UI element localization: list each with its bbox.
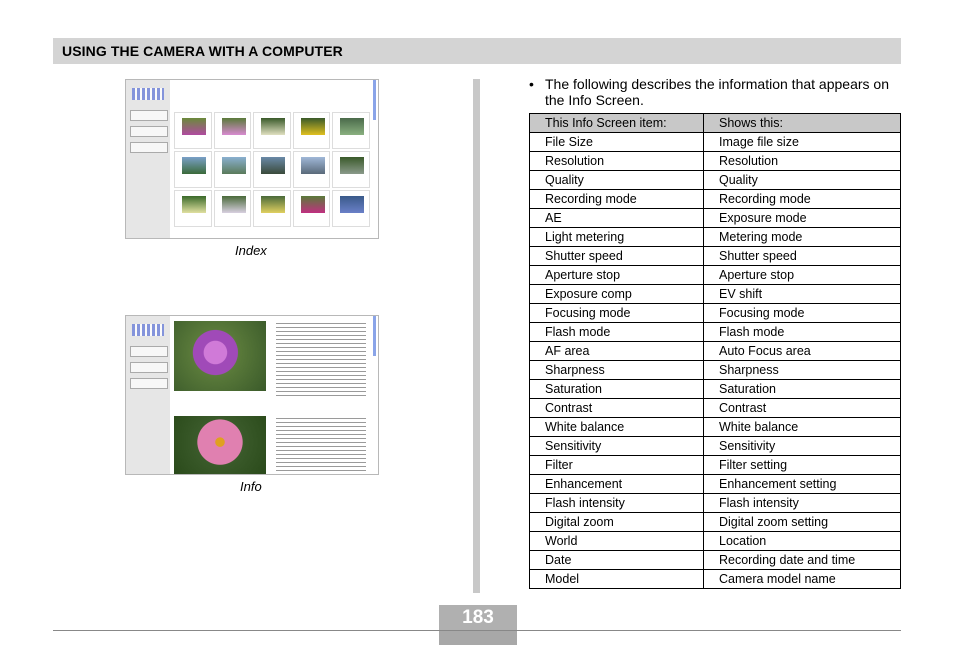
- table-cell-shows: Resolution: [704, 152, 901, 171]
- table-cell-item: Exposure comp: [530, 285, 704, 304]
- section-header: [53, 38, 901, 64]
- table-cell-item: Saturation: [530, 380, 704, 399]
- bullet-marker: •: [529, 76, 534, 92]
- table-row: [530, 228, 901, 247]
- table-cell-shows: Location: [704, 532, 901, 551]
- page-number: 183: [439, 605, 517, 630]
- table-row: [530, 437, 901, 456]
- nav-button-icon: [130, 142, 168, 153]
- table-cell-item: White balance: [530, 418, 704, 437]
- table-cell-shows: Camera model name: [704, 570, 901, 589]
- info-screen-table: [529, 113, 901, 589]
- table-header-row: [530, 114, 901, 133]
- info-text-block: [276, 321, 366, 396]
- table-row: [530, 266, 901, 285]
- thumbnail: [253, 151, 291, 188]
- table-cell-item: World: [530, 532, 704, 551]
- thumbnail: [253, 112, 291, 149]
- table-cell-item: Sensitivity: [530, 437, 704, 456]
- thumbnail: [293, 190, 331, 227]
- table-cell-shows: Flash intensity: [704, 494, 901, 513]
- thumbnail: [332, 151, 370, 188]
- table-cell-shows: Focusing mode: [704, 304, 901, 323]
- table-row: [530, 494, 901, 513]
- table-row: [530, 323, 901, 342]
- table-cell-item: AF area: [530, 342, 704, 361]
- thumbnail: [293, 151, 331, 188]
- table-row: [530, 304, 901, 323]
- info-text-block: [276, 416, 366, 474]
- table-cell-shows: Shutter speed: [704, 247, 901, 266]
- table-row: [530, 171, 901, 190]
- scrollbar-icon: [373, 316, 376, 356]
- table-cell-shows: Metering mode: [704, 228, 901, 247]
- thumbnail: [332, 112, 370, 149]
- nav-button-icon: [130, 126, 168, 137]
- table-row: [530, 513, 901, 532]
- table-row: [530, 475, 901, 494]
- column-divider: [473, 79, 480, 593]
- table-cell-shows: Contrast: [704, 399, 901, 418]
- section-title: USING THE CAMERA WITH A COMPUTER: [62, 43, 343, 59]
- table-cell-item: File Size: [530, 133, 704, 152]
- table-cell-shows: Exposure mode: [704, 209, 901, 228]
- table-cell-item: Flash mode: [530, 323, 704, 342]
- table-cell-item: Contrast: [530, 399, 704, 418]
- thumbnail: [174, 112, 212, 149]
- table-cell-shows: Digital zoom setting: [704, 513, 901, 532]
- shot-side-panel: [126, 316, 170, 474]
- nav-button-icon: [130, 346, 168, 357]
- scrollbar-icon: [373, 80, 376, 120]
- table-row: [530, 551, 901, 570]
- table-cell-shows: Auto Focus area: [704, 342, 901, 361]
- table-row: [530, 152, 901, 171]
- flower-photo-aster: [174, 416, 266, 474]
- table-row: [530, 570, 901, 589]
- thumbnail: [293, 112, 331, 149]
- table-row: [530, 456, 901, 475]
- table-row: [530, 133, 901, 152]
- table-cell-shows: Recording date and time: [704, 551, 901, 570]
- index-screenshot: [125, 79, 379, 239]
- table-row: [530, 380, 901, 399]
- table-cell-shows: Flash mode: [704, 323, 901, 342]
- thumbnail: [174, 190, 212, 227]
- table-cell-shows: Sensitivity: [704, 437, 901, 456]
- nav-button-icon: [130, 362, 168, 373]
- table-header: Shows this:: [704, 114, 901, 133]
- table-cell-shows: White balance: [704, 418, 901, 437]
- table-cell-item: Filter: [530, 456, 704, 475]
- table-cell-shows: EV shift: [704, 285, 901, 304]
- table-cell-item: Aperture stop: [530, 266, 704, 285]
- table-row: [530, 532, 901, 551]
- thumbnail: [332, 190, 370, 227]
- index-caption: Index: [235, 243, 267, 258]
- table-row: [530, 399, 901, 418]
- thumbnail-grid: [174, 112, 370, 227]
- table-cell-shows: Recording mode: [704, 190, 901, 209]
- table-cell-item: Quality: [530, 171, 704, 190]
- table-cell-item: Sharpness: [530, 361, 704, 380]
- nav-button-icon: [130, 378, 168, 389]
- table-row: [530, 361, 901, 380]
- table-cell-item: Resolution: [530, 152, 704, 171]
- info-screenshot: [125, 315, 379, 475]
- bullet-text: The following describes the information that appears on the Info Screen.: [545, 76, 889, 108]
- intro-bullet: [529, 76, 904, 108]
- table-row: [530, 418, 901, 437]
- table-cell-item: Shutter speed: [530, 247, 704, 266]
- table-cell-item: Light metering: [530, 228, 704, 247]
- table-cell-item: Digital zoom: [530, 513, 704, 532]
- table-cell-item: AE: [530, 209, 704, 228]
- table-cell-shows: Quality: [704, 171, 901, 190]
- table-cell-item: Recording mode: [530, 190, 704, 209]
- logo-icon: [132, 88, 164, 100]
- table-row: [530, 342, 901, 361]
- thumbnail: [214, 190, 252, 227]
- table-cell-item: Focusing mode: [530, 304, 704, 323]
- table-cell-shows: Saturation: [704, 380, 901, 399]
- table-row: [530, 247, 901, 266]
- table-row: [530, 209, 901, 228]
- table-cell-item: Date: [530, 551, 704, 570]
- table-cell-shows: Aperture stop: [704, 266, 901, 285]
- table-header: This Info Screen item:: [530, 114, 704, 133]
- table-cell-shows: Sharpness: [704, 361, 901, 380]
- thumbnail: [214, 112, 252, 149]
- table-cell-item: Model: [530, 570, 704, 589]
- shot-side-panel: [126, 80, 170, 238]
- thumbnail: [214, 151, 252, 188]
- table-cell-item: Flash intensity: [530, 494, 704, 513]
- info-caption: Info: [240, 479, 262, 494]
- table-cell-shows: Enhancement setting: [704, 475, 901, 494]
- table-cell-shows: Filter setting: [704, 456, 901, 475]
- thumbnail: [253, 190, 291, 227]
- table-cell-item: Enhancement: [530, 475, 704, 494]
- nav-button-icon: [130, 110, 168, 121]
- logo-icon: [132, 324, 164, 336]
- footer-rule: [53, 630, 901, 631]
- flower-photo-verbena: [174, 321, 266, 391]
- table-row: [530, 285, 901, 304]
- table-cell-shows: Image file size: [704, 133, 901, 152]
- thumbnail: [174, 151, 212, 188]
- table-row: [530, 190, 901, 209]
